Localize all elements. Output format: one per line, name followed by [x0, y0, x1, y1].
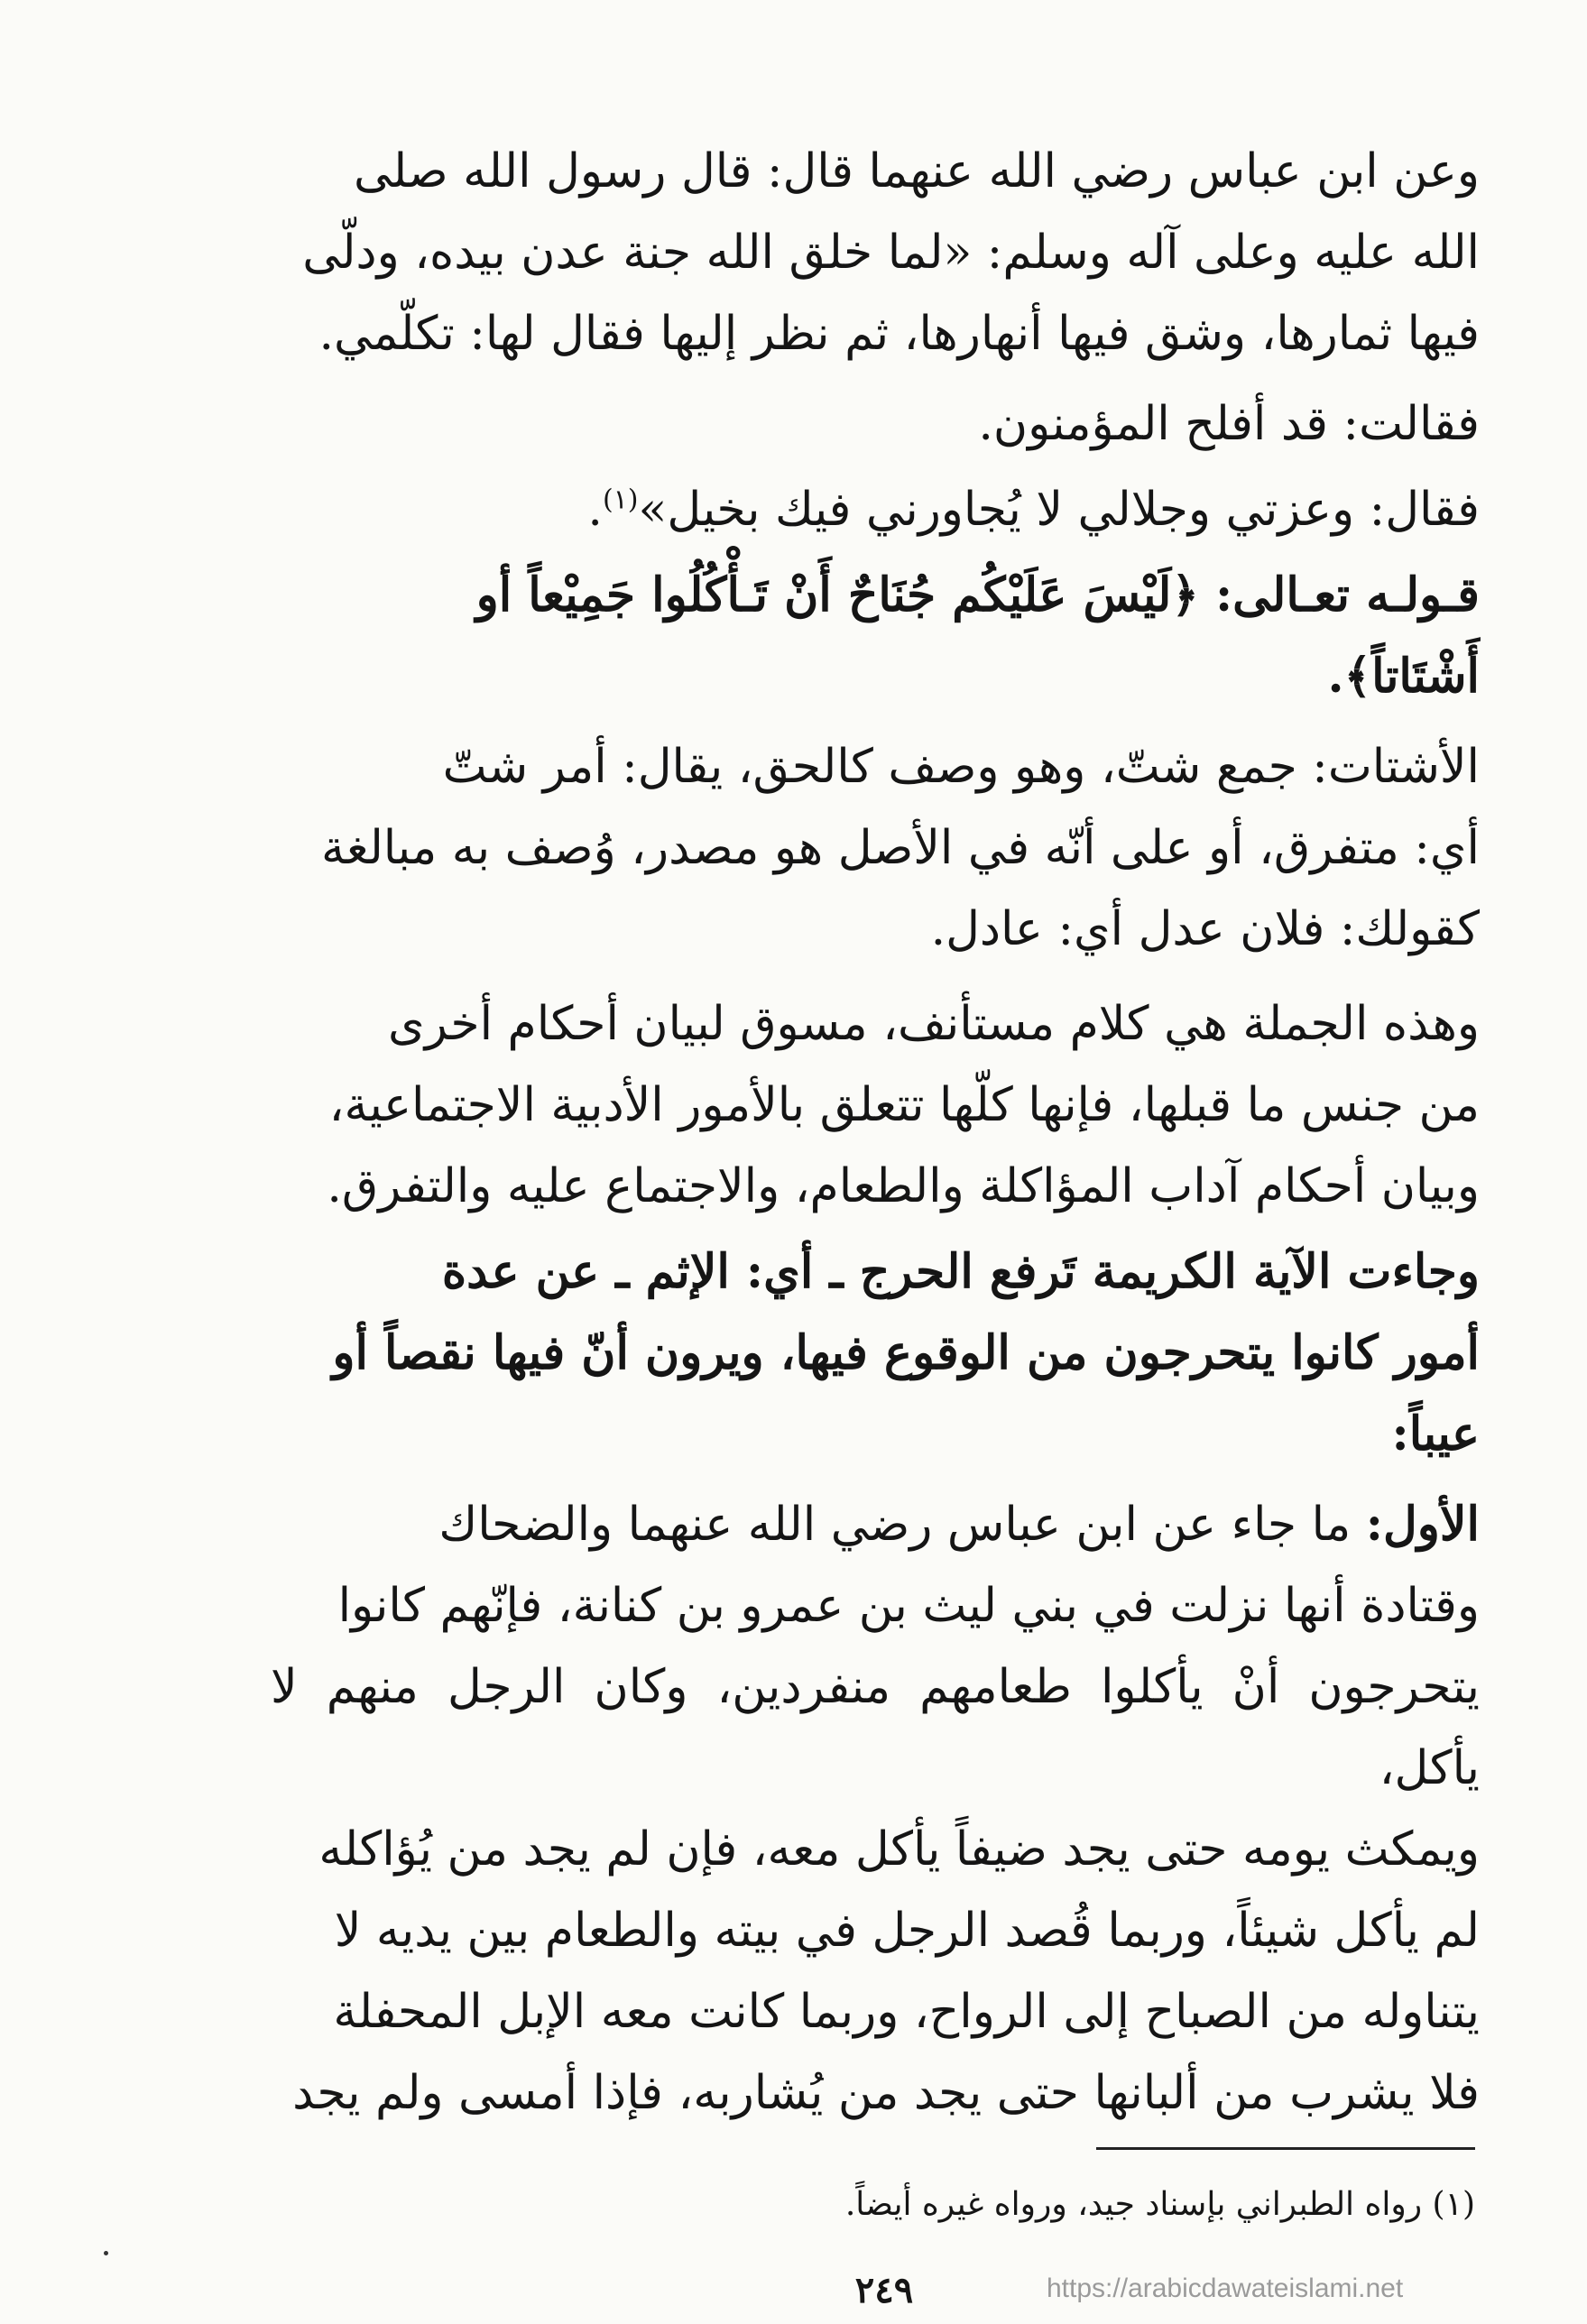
- text-line: ويمكث يومه حتى يجد ضيفاً يأكل معه، فإن لم يجد من يُؤاكله: [318, 1822, 1480, 1877]
- text-line: وبيان أحكام آداب المؤاكلة والطعام، والاجتماع عليه والتفرق.: [327, 1159, 1480, 1213]
- paragraph-first-point: [271, 1484, 1480, 2134]
- text-run: فقال: وعزتي وجلالي لا يُجاورني فيك بخيل»: [638, 483, 1480, 537]
- paragraph-definition: [271, 726, 1480, 970]
- text-line: الأشتات: جمع شتّ، وهو وصف كالحق، يقال: أمر شتّ: [442, 740, 1480, 794]
- text-line: وعن ابن عباس رضي الله عنهما قال: قال رسول الله صلى: [353, 144, 1480, 198]
- text-line: أمور كانوا يتحرجون من الوقوع فيها، ويرون أنّ فيها نقصاً أو: [332, 1325, 1480, 1380]
- paragraph-heading-bold: [271, 1231, 1480, 1475]
- text-line: فلا يشرب من ألبانها حتى يجد من يُشاربه، فإذا أمسى ولم يجد: [292, 2066, 1480, 2120]
- text-line: أَشْتَاتاً﴾.: [1327, 649, 1480, 704]
- text-line: [271, 469, 1480, 550]
- text-line: وجاءت الآية الكريمة تَرفع الحرج ـ أي: الإثم ـ عن عدة: [441, 1244, 1480, 1299]
- text-line: فيها ثمارها، وشق فيها أنهارها، ثم نظر إليها فقال لها: تكلّمي.: [318, 307, 1480, 361]
- paragraph-verse: [271, 555, 1480, 717]
- paragraph-response: [271, 469, 1480, 550]
- watermark-url: https://arabicdawateislami.net: [1047, 2273, 1404, 2303]
- text-run: ما جاء عن ابن عباس رضي الله عنهما والضحاك: [438, 1498, 1366, 1552]
- footnote-marker[interactable]: (١): [602, 484, 639, 516]
- paragraph-hadith: [271, 131, 1480, 374]
- text-line: يتناوله من الصباح إلى الرواح، وربما كانت معه الإبل المحفلة: [333, 1985, 1480, 2039]
- text-line: قـولـه تعـالى: ﴿لَيْسَ عَلَيْكُم جُنَاحٌ أَنْ تَـأْكُلُوا جَمِيْعاً أو: [475, 567, 1480, 622]
- point-label: الأول:: [1365, 1497, 1480, 1552]
- text-line: الله عليه وعلى آله وسلم: «لما خلق الله جنة عدن بيده، ودلّى: [302, 226, 1480, 280]
- page-number: ٢٤٩: [854, 2269, 914, 2311]
- text-line: وهذه الجملة هي كلام مستأنف، مسوق لبيان أحكام أخرى: [388, 997, 1480, 1051]
- paragraph-reply: [271, 383, 1480, 465]
- text-line: وقتادة أنها نزلت في بني ليث بن عمرو بن كنانة، فإنّهم كانوا: [337, 1579, 1480, 1633]
- text-line: من جنس ما قبلها، فإنها كلّها تتعلق بالأمور الأدبية الاجتماعية،: [328, 1078, 1480, 1132]
- text-line: [271, 1484, 1480, 1565]
- text-line: فقالت: قد أفلح المؤمنون.: [978, 397, 1480, 451]
- text-line: يتحرجون أنْ يأكلوا طعامهم منفردين، وكان الرجل منهم لا يأكل،: [271, 1660, 1480, 1795]
- scan-speck: [104, 2251, 108, 2255]
- text-run: .: [587, 483, 603, 537]
- footnote-divider: [1096, 2147, 1475, 2150]
- footnote: (١) رواه الطبراني بإسناد جيد، ورواه غيره أيضاً.: [844, 2186, 1475, 2223]
- text-line: كقولك: فلان عدل أي: عادل.: [930, 902, 1480, 956]
- text-line: لم يأكل شيئاً، وربما قُصد الرجل في بيته والطعام بين يديه لا: [334, 1904, 1480, 1958]
- text-line: عيباً:: [1391, 1406, 1480, 1462]
- text-line: أي: متفرق، أو على أنّه في الأصل هو مصدر، وُصف به مبالغة: [320, 821, 1480, 875]
- paragraph-explanation: [271, 983, 1480, 1227]
